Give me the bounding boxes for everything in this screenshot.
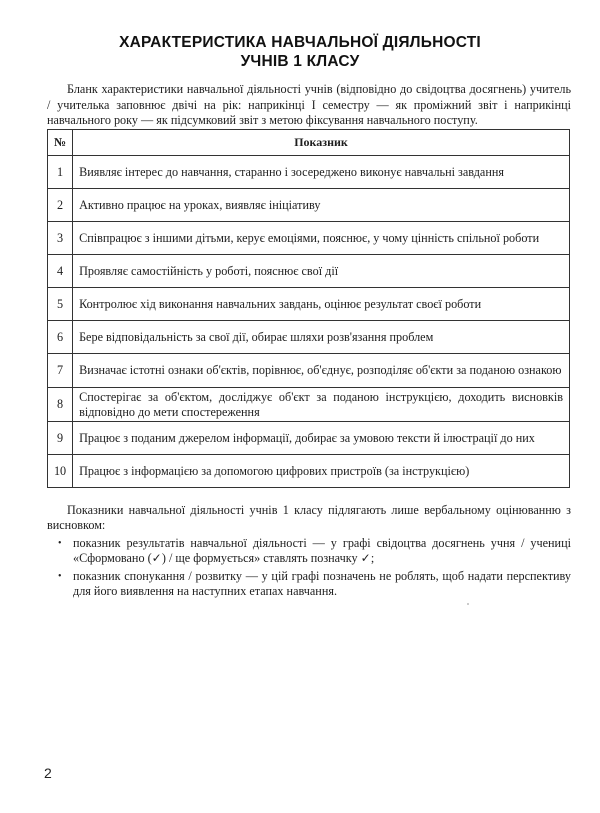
row-indicator-text: Працює з поданим джерелом інформації, добирає за умовою тексти й ілюстрації до них [73, 422, 570, 455]
table-row [48, 255, 570, 288]
notes-paragraph: Показники навчальної діяльності учнів 1 класу підлягають лише вербальному оцінюванню з висновком: [47, 503, 571, 533]
table-row [48, 288, 570, 321]
notes-list-item [58, 569, 571, 600]
row-indicator-text: Визначає істотні ознаки об'єктів, порівнює, об'єднує, розподіляє об'єкти за поданою ознакою [73, 354, 570, 388]
row-indicator-text: Спостерігає за об'єктом, досліджує об'єкт за поданою інструкцією, доходить висновків відповідно до мети спостереження [73, 388, 570, 422]
row-number: 7 [48, 354, 73, 388]
scan-speck [467, 603, 469, 605]
row-number: 3 [48, 222, 73, 255]
row-indicator-text: Проявляє самостійність у роботі, пояснює свої дії [73, 255, 570, 288]
title-line-1: ХАРАКТЕРИСТИКА НАВЧАЛЬНОЇ ДІЯЛЬНОСТІ [119, 34, 481, 51]
intro-section [47, 82, 571, 129]
row-indicator-text: Бере відповідальність за свої дії, обирає шляхи розв'язання проблем [73, 321, 570, 354]
table-row [48, 354, 570, 388]
bullet-icon: • [58, 537, 62, 549]
header-indicator: Показник [73, 130, 570, 156]
title-line-2: УЧНІВ 1 КЛАСУ [240, 53, 360, 70]
row-number: 6 [48, 321, 73, 354]
table-row [48, 222, 570, 255]
row-number: 4 [48, 255, 73, 288]
row-indicator-text: Активно працює на уроках, виявляє ініціативу [73, 189, 570, 222]
row-number: 1 [48, 156, 73, 189]
indicators-table [47, 129, 570, 488]
table-row [48, 189, 570, 222]
table-body [48, 156, 570, 488]
table-row [48, 422, 570, 455]
row-number: 8 [48, 388, 73, 422]
page-number: 2 [44, 765, 52, 781]
table-header-row [48, 130, 570, 156]
row-number: 9 [48, 422, 73, 455]
row-number: 10 [48, 455, 73, 488]
notes-section [47, 503, 571, 603]
notes-list-item-text: показник результатів навчальної діяльності — у графі свідоцтва досягнень учня / учениці «Сформовано (✓) / ще формується» ставлять позначку ✓; [73, 535, 571, 565]
notes-list-item-text: показник спонукання / розвитку — у цій графі позначень не роблять, щоб надати перспективу для його виявлення на наступних етапах навчання. [73, 569, 571, 599]
row-indicator-text: Виявляє інтерес до навчання, старанно і зосереджено виконує навчальні завдання [73, 156, 570, 189]
table-row [48, 388, 570, 422]
row-indicator-text: Співпрацює з іншими дітьми, керує емоціями, пояснює, у чому цінність спільної роботи [73, 222, 570, 255]
row-indicator-text: Працює з інформацією за допомогою цифрових пристроїв (за інструкцією) [73, 455, 570, 488]
row-indicator-text: Контролює хід виконання навчальних завдань, оцінює результат своєї роботи [73, 288, 570, 321]
header-number: № [48, 130, 73, 156]
page-title [0, 33, 600, 71]
table-row [48, 321, 570, 354]
notes-list [47, 536, 571, 600]
row-number: 2 [48, 189, 73, 222]
table-row [48, 156, 570, 189]
row-number: 5 [48, 288, 73, 321]
intro-paragraph: Бланк характеристики навчальної діяльності учнів (відповідно до свідоцтва досягнень) учитель / учителька заповнює двічі на рік: наприкінці І семестру — як проміжний звіт і наприкінці навчального року — як підсумковий звіт з метою фіксування навчального поступу. [47, 82, 571, 128]
notes-list-item [58, 535, 571, 567]
bullet-icon: • [58, 571, 62, 583]
table-row [48, 455, 570, 488]
